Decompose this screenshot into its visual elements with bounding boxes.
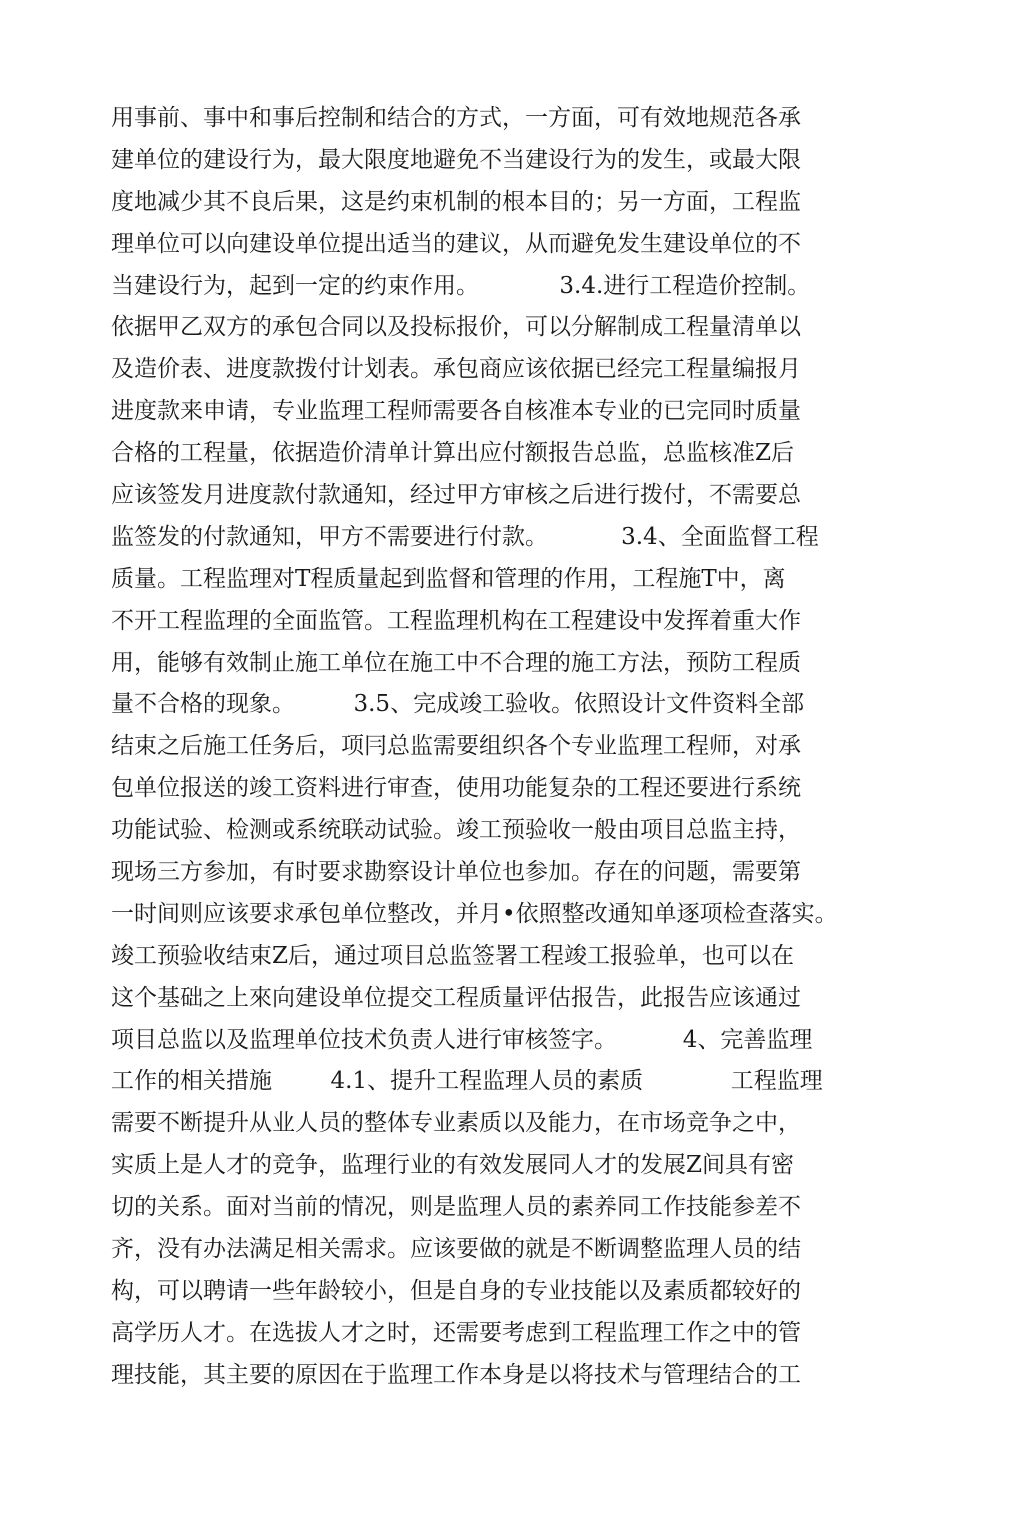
text-line-27: 切的关系。面对当前的情况，则是监理人员的素养同工作技能参差不 [111, 1194, 801, 1221]
text-line-7: 及造价表、进度款拨付计划表。承包商应该依据已经完工程量编报月 [111, 356, 801, 383]
text-line-16: 结束之后施工任务后，项冃总监需要组织各个专业监理工程师，对承 [111, 733, 801, 760]
text-line-12: 质量。工程监理对T程质量起到监督和管理的作用，工程施T中，离 [111, 565, 786, 592]
text-line-5: 当建设行为，起到一定的约束作用。 3.4.进行工程造价控制。 [111, 272, 811, 299]
body-text [111, 98, 901, 1397]
text-line-30: 高学历人才。在选拔人才之时，还需要考虑到工程监理工作之中的管 [111, 1319, 801, 1346]
text-line-31: 理技能，其主要的原因在于监理工作本身是以将技术与管理结合的工 [111, 1361, 801, 1388]
text-line-6: 依据甲乙双方的承包合同以及投标报价，可以分解制成工程量清单以 [111, 314, 801, 341]
text-line-8: 进度款来申请，专业监理工程师需要各自核准本专业的已完同时质量 [111, 398, 801, 425]
text-line-3: 度地减少其不良后果，这是约束机制的根本目的；另一方面，工程监 [111, 188, 801, 215]
text-line-14: 用，能够有效制止施工单位在施工中不合理的施工方法，预防工程质 [111, 649, 801, 676]
text-line-29: 构，可以聘请一些年龄较小，但是自身的专业技能以及素质都较好的 [111, 1277, 801, 1304]
text-line-2: 建单位的建设行为，最大限度地避免不当建设行为的发生，或最大限 [111, 146, 801, 173]
text-line-28: 齐，没有办法满足相关需求。应该要做的就是不断调整监理人员的结 [111, 1236, 801, 1263]
text-line-26: 实质上是人才的竞争，监理行业的有效发展同人才的发展Z间具有密 [111, 1152, 794, 1179]
text-line-9: 合格的工程量，依据造价清单计算出应付额报告总监，总监核准Z后 [111, 440, 794, 467]
text-line-19: 现场三方参加，有时要求勘察设计单位也参加。存在的问题，需要第 [111, 859, 801, 886]
text-line-11: 监签发的付款通知，甲方不需要进行付款。 3.4、全面监督工程 [111, 523, 819, 550]
text-line-13: 不开工程监理的全面监管。工程监理机构在工程建设中发挥着重大作 [111, 607, 801, 634]
text-line-1: 用事前、事中和事后控制和结合的方式，一方面，可有效地规范各承 [111, 105, 801, 131]
text-line-24: 工作的相关措施 4.1、提升工程监理人员的素质 工程监理 [111, 1068, 823, 1095]
text-line-23: 项目总监以及监理单位技术负责人进行审核签字。 4、完善监理 [111, 1026, 813, 1053]
text-line-25: 需要不断提升从业人员的整体专业素质以及能力，在市场竞争之中， [111, 1110, 801, 1137]
text-line-4: 理单位可以向建设单位提出适当的建议，从而避免发生建设单位的不 [111, 230, 801, 257]
text-line-17: 包单位报送的竣工资料进行审查，使用功能复杂的工程还要进行系统 [111, 775, 801, 802]
text-line-22: 这个基础之上來向建设单位提交工程质量评估报告，此报告应该通过 [111, 984, 801, 1011]
text-line-20: 一时间则应该要求承包单位整改，并月•依照整改通知单逐项检查落实。 [111, 900, 838, 927]
text-line-18: 功能试验、检测或系统联动试验。竣工预验收一般由项目总监主持， [111, 817, 801, 844]
text-line-15: 量不合格的现象。 3.5、完成竣工验收。依照设计文件资料全部 [111, 691, 805, 718]
text-line-10: 应该签发月进度款付款通知，经过甲方审核之后进行拨付，不需要总 [111, 482, 801, 509]
text-line-21: 竣工预验收结束Z后，通过项目总监签署工程竣工报验单，也可以在 [111, 942, 794, 969]
